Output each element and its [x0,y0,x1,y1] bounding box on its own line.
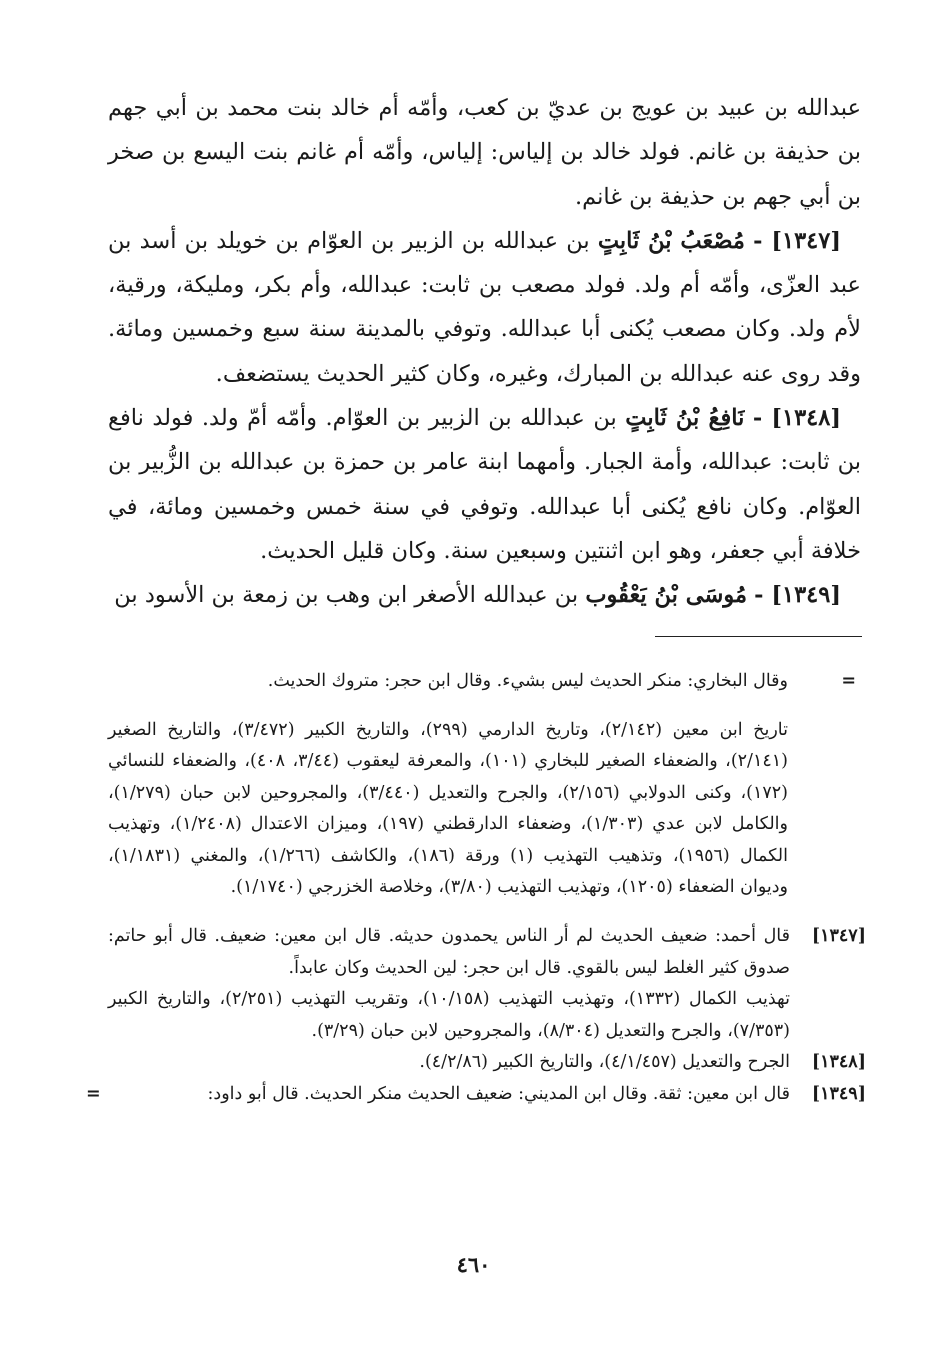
main-text [108,86,861,618]
entry-name: مُصْعَبُ بْنُ ثَابِتٍ [597,227,745,254]
footnote-body [108,1047,790,1079]
footnotes [86,648,866,1110]
footnote-paragraph: تاريخ ابن معين (٢/١٤٢)، وتاريخ الدارمي (٢٩٩)، والتاريخ الكبير (٣/٤٧٢)، والتاريخ الصغير (٢/١٤١)، والضعفاء الصغير للبخاري (١٠١)، والمعرفة ليعقوب (٣/٤٤، ٤٠٨)، والضعفاء للنسائي (١٧٢)، وكنى الدولابي (٢/١٥٦)، والجرح والتعديل (٣/٤٤٠)، والمجروحين لابن حبان (١/٢٧٩)، والكامل لابن عدي (١/٣٠٣)، وضعفاء الدارقطني (١٩٧)، وميزان الاعتدال (١/٢٤٠٨)، وتهذيب الكمال (١٩٥٦)، وتذهيب التهذيب (١) ورقة (١٨٦)، والكاشف (١/٢٦٦)، والمغني (١/١٨٣١)، وديوان الضعفاء (١٢٠٥)، وتهذيب التهذيب (٣/٨٠)، وخلاصة الخزرجي (١/١٧٤٠). [108,719,788,897]
entry-name: نَافِعُ بْنُ ثَابِتٍ [625,405,745,432]
entry-number: [١٣٤٩] - [754,582,841,609]
footnote-1349 [86,1079,866,1111]
paragraph-text: عبدالله بن عبيد بن عويج بن عديّ بن كعب، وأمّه أم خالد بنت محمد بن أبي جهم بن حذيفة بن غانم. فولد خالد بن إلياس: إلياس، وأمّه أم غانم بنت اليسع بن صخر بن أبي جهم بن حذيفة بن غانم. [108,95,861,210]
footnote-label: [١٣٤٨] [811,1052,866,1072]
footnote-continuation [108,666,866,904]
footnote-body [86,1079,790,1111]
footnote-label: [١٣٤٩] [811,1083,866,1104]
entry-number: [١٣٤٨] - [752,405,842,432]
footnote-paragraph: الجرح والتعديل (٤/١/٤٥٧)، والتاريخ الكبير (٤/٢/٨٦). [419,1052,790,1072]
footnote-1347 [108,921,866,1047]
footnote-separator [655,636,862,637]
footnote-paragraph: قال ابن معين: ثقة. وقال ابن المديني: ضعيف الحديث منكر الحديث. قال أبو داود: [207,1083,790,1104]
footnote-body [108,921,790,1047]
paragraph-intro [108,86,861,219]
entry-text: بن عبدالله بن الزبير بن العوّام بن خويلد بن أسد بن عبد العزّى، وأمّه أم ولد. فولد مصعب بن ثابت: عبدالله، وأم بكر، ومليكة، ورقية، لأم ولد. وكان مصعب يُكنى أبا عبدالله. وتوفي بالمدينة سنة سبع وخمسين ومائة. وقد روى عنه عبدالله بن المبارك، وغيره، وكان كثير الحديث يستضعف. [108,227,861,387]
entry-name: مُوسَى بْنُ يَعْقُوب [585,582,748,609]
continuation-mark: = [86,1083,101,1104]
entry-text: بن عبدالله بن الزبير بن العوّام. وأمّه أمّ ولد. فولد نافع بن ثابت: عبدالله، وأمة الجبار. وأمهما ابنة عامر بن حمزة بن عبدالله بن الزُّبير بن العوّام. وكان نافع يُكنى أبا عبدالله. وتوفي في سنة خمس وخمسين ومائة، في خلافة أبي جعفر، وهو ابن اثنتين وسبعين سنة. وكان قليل الحديث. [108,405,861,564]
entry-1348 [108,396,861,573]
entry-1347 [108,219,861,396]
footnote-label: [١٣٤٧] [811,926,866,946]
continuation-mark: = [841,670,856,691]
footnote-paragraph: قال أحمد: ضعيف الحديث لم أر الناس يحمدون حديثه. قال ابن معين: ضعيف. قال أبو حاتم: صدوق كثير الغلط ليس بالقوي. قال ابن حجر: لين الحديث وكان عابداً. [108,926,790,978]
entry-text: بن عبدالله الأصغر ابن وهب بن زمعة بن الأسود بن [114,582,579,609]
footnote-paragraph: وقال البخاري: منكر الحديث ليس بشيء. وقال ابن حجر: متروك الحديث. [267,670,788,691]
entry-number: [١٣٤٧] - [753,227,842,254]
footnote-1348 [108,1047,866,1079]
entry-1349 [108,573,861,617]
footnote-paragraph: تهذيب الكمال (١٣٣٢)، وتهذيب التهذيب (١٠/١٥٨)، وتقريب التهذيب (٢/٢٥١)، والتاريخ الكبير (٧/٣٥٣)، والجرح والتعديل (٨/٣٠٤)، والمجروحين لابن حبان (٣/٢٩). [108,989,790,1041]
page-number: ٤٦٠ [456,1252,491,1277]
